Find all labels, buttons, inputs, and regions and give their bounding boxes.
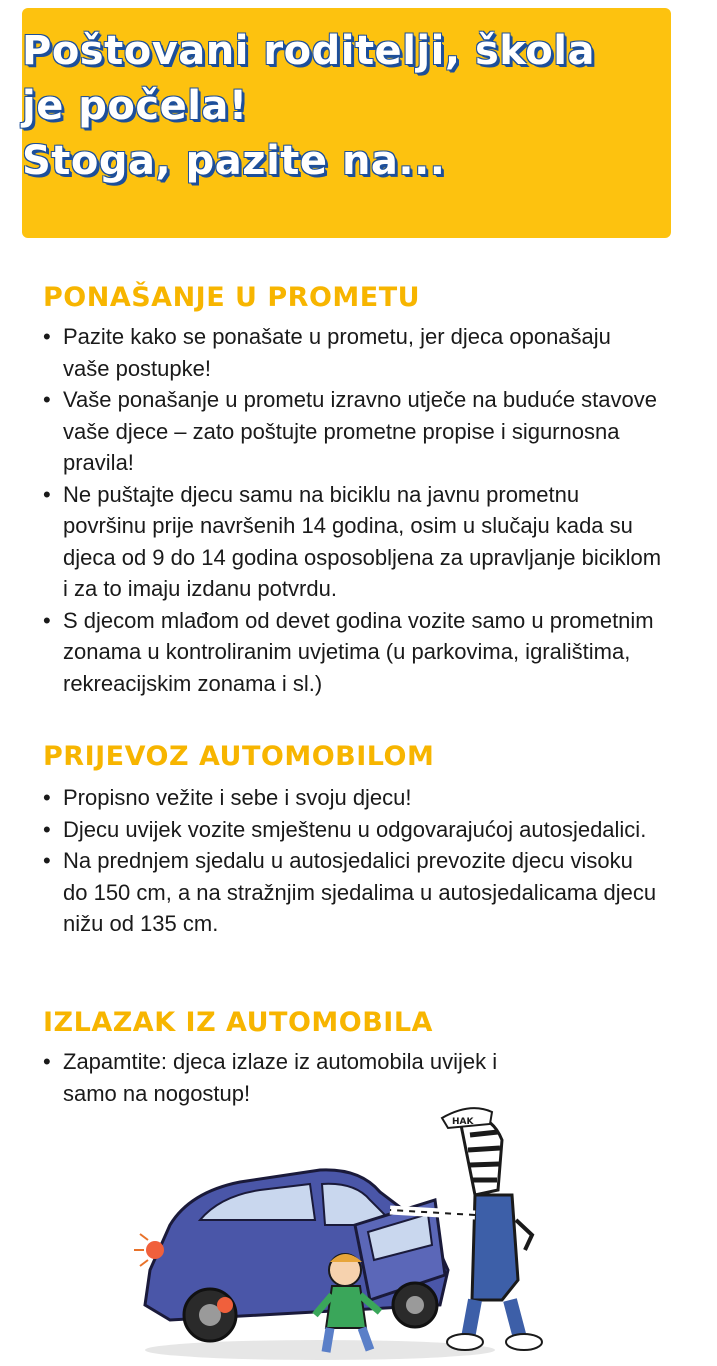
title-line-3: Stoga, pazite na... — [22, 138, 446, 184]
title-line-2: je počela! — [22, 83, 248, 129]
brake-light — [146, 1241, 164, 1259]
section-heading-traffic-behavior: PONAŠANJE U PROMETU — [43, 282, 421, 313]
car-transport-list — [43, 782, 663, 940]
traffic-behavior-list — [43, 321, 663, 699]
car-illustration — [134, 1170, 448, 1341]
list-item: • Vaše ponašanje u prometu izravno utječe na buduće stavove vaše djece – zato poštujte prometne propise i sigurnosna pravila! — [43, 384, 663, 479]
car-zebra-illustration — [130, 1100, 550, 1366]
section-heading-car-transport: PRIJEVOZ AUTOMOBILOM — [43, 741, 435, 772]
list-item: • Na prednjem sjedalu u autosjedalici prevozite djecu visoku do 150 cm, a na stražnjim sjedalima u autosjedalicama djecu nižu od 135 cm. — [43, 845, 663, 940]
list-item: • Djecu uvijek vozite smještenu u odgovarajućoj autosjedalici. — [43, 814, 663, 846]
section-heading-exiting-car: IZLAZAK IZ AUTOMOBILA — [43, 1007, 433, 1038]
cap-logo-text: HAK — [452, 1117, 474, 1127]
ground-shadow — [145, 1340, 495, 1360]
indicator-light — [217, 1297, 233, 1313]
page-title — [22, 24, 632, 189]
list-item: • Propisno vežite i sebe i svoju djecu! — [43, 782, 663, 814]
list-item: • Pazite kako se ponašate u prometu, jer djeca oponašaju vaše postupke! — [43, 321, 663, 384]
title-line-1: Poštovani roditelji, škola — [22, 28, 595, 74]
list-item: • S djecom mlađom od devet godina vozite samo u prometnim zonama u kontroliranim uvjetima (u parkovima, igralištima, rekreacijskim zonama i sl.) — [43, 605, 663, 700]
list-item: • Zapamtite: djeca izlaze iz automobila uvijek i samo na nogostup! — [43, 1046, 503, 1109]
list-item: • Ne puštajte djecu samu na biciklu na javnu prometnu površinu prije navršenih 14 godina, osim u slučaju kada su djeca od 9 do 14 godina osposobljena za upravljanje biciklom i za to imaju izdanu potvrdu. — [43, 479, 663, 605]
